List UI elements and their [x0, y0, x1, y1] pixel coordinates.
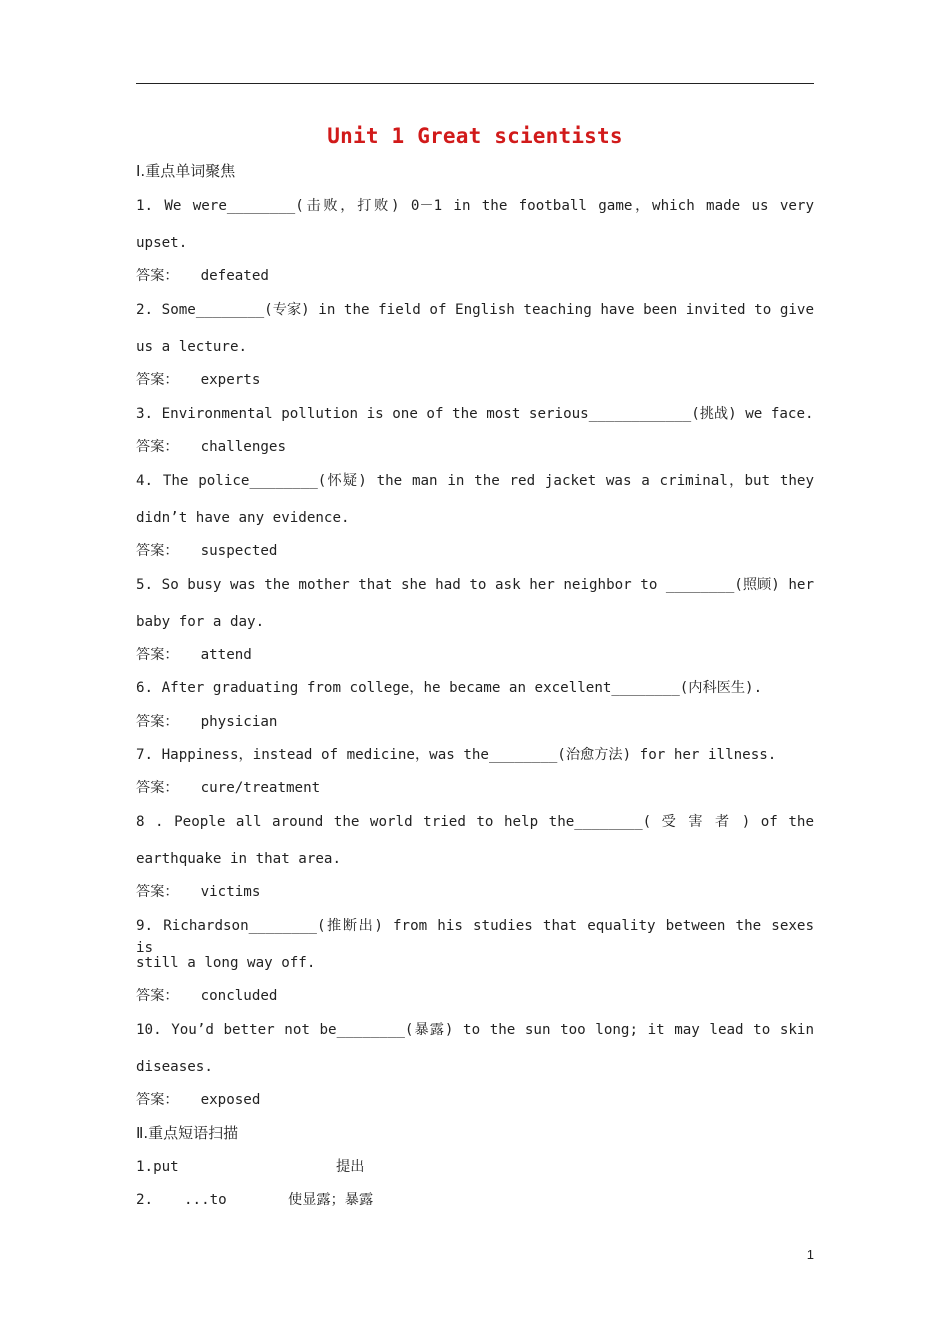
question-10-line-2: diseases. [136, 1059, 213, 1075]
answer-label: 答案： [136, 372, 179, 388]
section-heading-vocabulary: Ⅰ.重点单词聚焦 [136, 162, 236, 180]
answer-2 [136, 369, 814, 391]
question-4-line-1: 4. The police________(怀疑) the man in the red jacket was a criminal，but they [136, 473, 814, 489]
header-rule [136, 83, 814, 84]
phrase-meaning: 提出 [336, 1159, 365, 1175]
question-8-line-1: 8 . People all around the world tried to help the________( 受 害 者 ) of the [136, 814, 814, 830]
answer-label: 答案： [136, 988, 179, 1004]
answer-6 [136, 711, 814, 733]
question-7-line-1: 7. Happiness，instead of medicine，was the________(治愈方法) for her illness. [136, 747, 777, 763]
question-3-line-1: 3. Environmental pollution is one of the most serious____________(挑战) we face. [136, 406, 814, 422]
section-heading-phrases: Ⅱ.重点短语扫描 [136, 1124, 239, 1142]
question-10-line-1: 10. You’d better not be________(暴露) to the sun too long; it may lead to skin [136, 1022, 814, 1038]
answer-10 [136, 1089, 814, 1111]
question-8-line-2: earthquake in that area. [136, 851, 341, 867]
answer-value: suspected [200, 543, 278, 559]
answer-value: challenges [200, 439, 286, 455]
question-5-line-1: 5. So busy was the mother that she had to ask her neighbor to ________(照顾) her [136, 577, 814, 593]
phrase-term: put [153, 1159, 179, 1175]
answer-label: 答案： [136, 439, 179, 455]
answer-value: attend [200, 647, 252, 663]
answer-1 [136, 265, 814, 287]
answer-value: physician [200, 714, 278, 730]
question-5-line-2: baby for a day. [136, 614, 265, 630]
answer-9 [136, 985, 814, 1007]
answer-value: cure/treatment [200, 780, 321, 796]
answer-label: 答案： [136, 268, 179, 284]
phrase-1 [136, 1156, 814, 1178]
question-1-line-1: 1. We were________(击败，打败) 0－1 in the football game，which made us very [136, 198, 814, 214]
answer-7 [136, 777, 814, 799]
phrase-number: 2. [136, 1192, 154, 1208]
answer-5 [136, 644, 814, 666]
answer-value: victims [200, 884, 261, 900]
answer-3 [136, 436, 814, 458]
question-2-line-1: 2. Some________(专家) in the field of English teaching have been invited to give [136, 302, 814, 318]
answer-value: defeated [200, 268, 269, 284]
phrase-meaning: 使显露；暴露 [288, 1192, 374, 1208]
question-2-line-2: us a lecture. [136, 339, 248, 355]
answer-value: experts [200, 372, 261, 388]
answer-label: 答案： [136, 714, 179, 730]
phrase-2 [136, 1189, 814, 1211]
answer-label: 答案： [136, 647, 179, 663]
answer-value: concluded [200, 988, 278, 1004]
page-number: 1 [806, 1247, 814, 1262]
question-4-line-2: didn’t have any evidence. [136, 510, 350, 526]
answer-8 [136, 881, 814, 903]
answer-label: 答案： [136, 543, 179, 559]
question-6-line-1: 6. After graduating from college，he became an excellent________(内科医生). [136, 680, 763, 696]
phrase-number: 1. [136, 1159, 154, 1175]
answer-label: 答案： [136, 884, 179, 900]
question-9-line-2: still a long way off. [136, 955, 316, 971]
question-9-line-1: 9. Richardson________(推断出) from his studies that equality between the sexes is [136, 918, 814, 956]
page-title: Unit 1 Great scientists [327, 124, 623, 148]
phrase-term: ...to [184, 1192, 227, 1208]
answer-label: 答案： [136, 1092, 179, 1108]
answer-value: exposed [200, 1092, 261, 1108]
answer-4 [136, 540, 814, 562]
question-1-line-2: upset. [136, 235, 188, 251]
answer-label: 答案： [136, 780, 179, 796]
